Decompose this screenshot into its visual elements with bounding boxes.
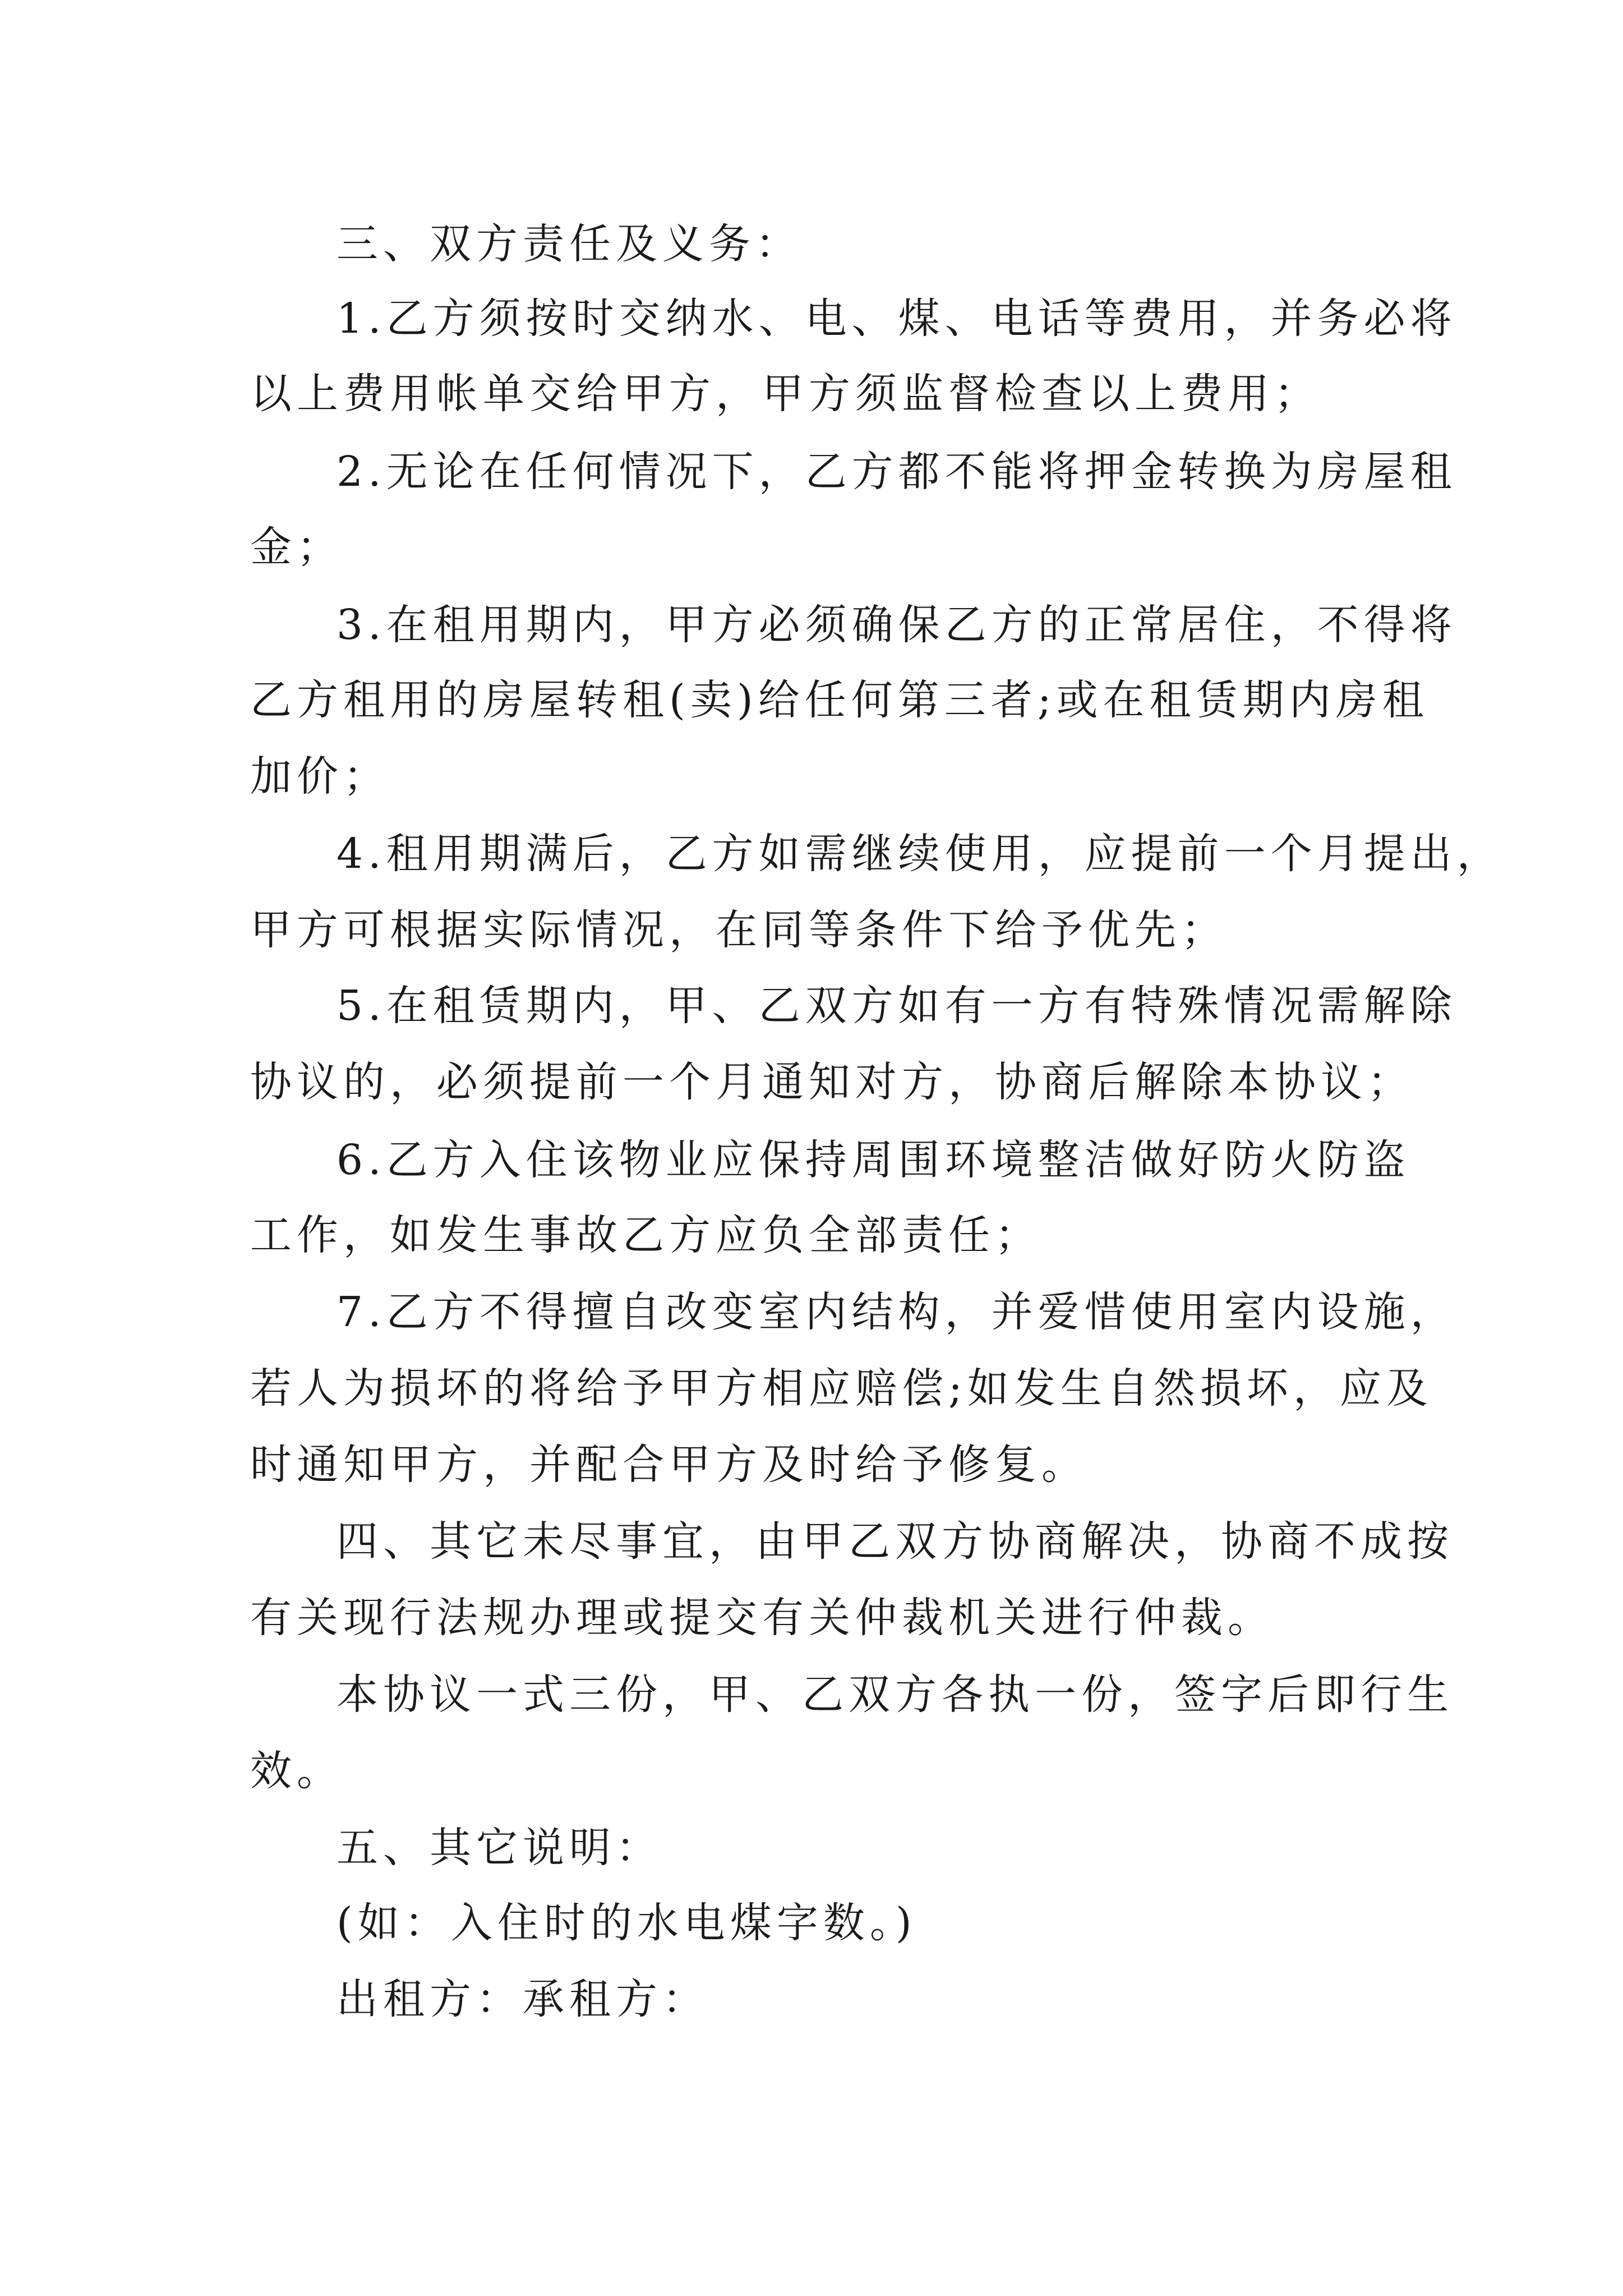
clause-7-line-3: 时通知甲方，并配合甲方及时给予修复。 [250,1441,1088,1489]
section-four-line-1: 四、其它未尽事宜，由甲乙双方协商解决，协商不成按 [336,1517,1454,1566]
clause-1-line-1: 1.乙方须按时交纳水、电、煤、电话等费用，并务必将 [336,295,1457,343]
section-five-note: (如：入住时的水电煤字数。) [336,1899,917,1947]
signature-line: 出租方：承租方： [336,1975,709,2023]
clause-5-line-2: 协议的，必须提前一个月通知对方，协商后解除本协议； [250,1058,1414,1106]
clause-5-line-1: 5.在租赁期内，甲、乙双方如有一方有特殊情况需解除 [336,982,1457,1030]
clause-3-line-1: 3.在租用期内，甲方必须确保乙方的正常居住，不得将 [336,601,1457,649]
section-five-heading: 五、其它说明： [336,1824,662,1872]
clause-2-line-1: 2.无论在任何情况下，乙方都不能将押金转换为房屋租 [336,448,1457,496]
clause-1-line-2: 以上费用帐单交给甲方，甲方须监督检查以上费用； [250,370,1321,418]
section-four-line-2: 有关现行法规办理或提交有关仲裁机关进行仲裁。 [250,1594,1274,1642]
clause-2-line-2: 金； [250,523,343,571]
clause-6-line-2: 工作，如发生事故乙方应负全部责任； [250,1211,1041,1259]
section-three-heading: 三、双方责任及义务： [336,220,802,268]
clause-3-line-2: 乙方租用的房屋转租(卖)给任何第三者;或在租赁期内房租 [250,676,1429,724]
clause-7-line-2: 若人为损坏的将给予甲方相应赔偿;如发生自然损坏，应及 [250,1364,1433,1412]
clause-4-line-2: 甲方可根据实际情况，在同等条件下给予优先； [250,906,1228,954]
clause-4-line-1: 4.租用期满后，乙方如需继续使用，应提前一个月提出， [336,830,1504,878]
copies-line-1: 本协议一式三份，甲、乙双方各执一份，签字后即行生 [336,1671,1454,1719]
clause-6-line-1: 6.乙方入住该物业应保持周围环境整洁做好防火防盗 [336,1136,1410,1184]
clause-7-line-1: 7.乙方不得擅自改变室内结构，并爱惜使用室内设施， [336,1288,1457,1336]
clause-3-line-3: 加价； [250,752,390,800]
copies-line-2: 效。 [250,1747,343,1795]
